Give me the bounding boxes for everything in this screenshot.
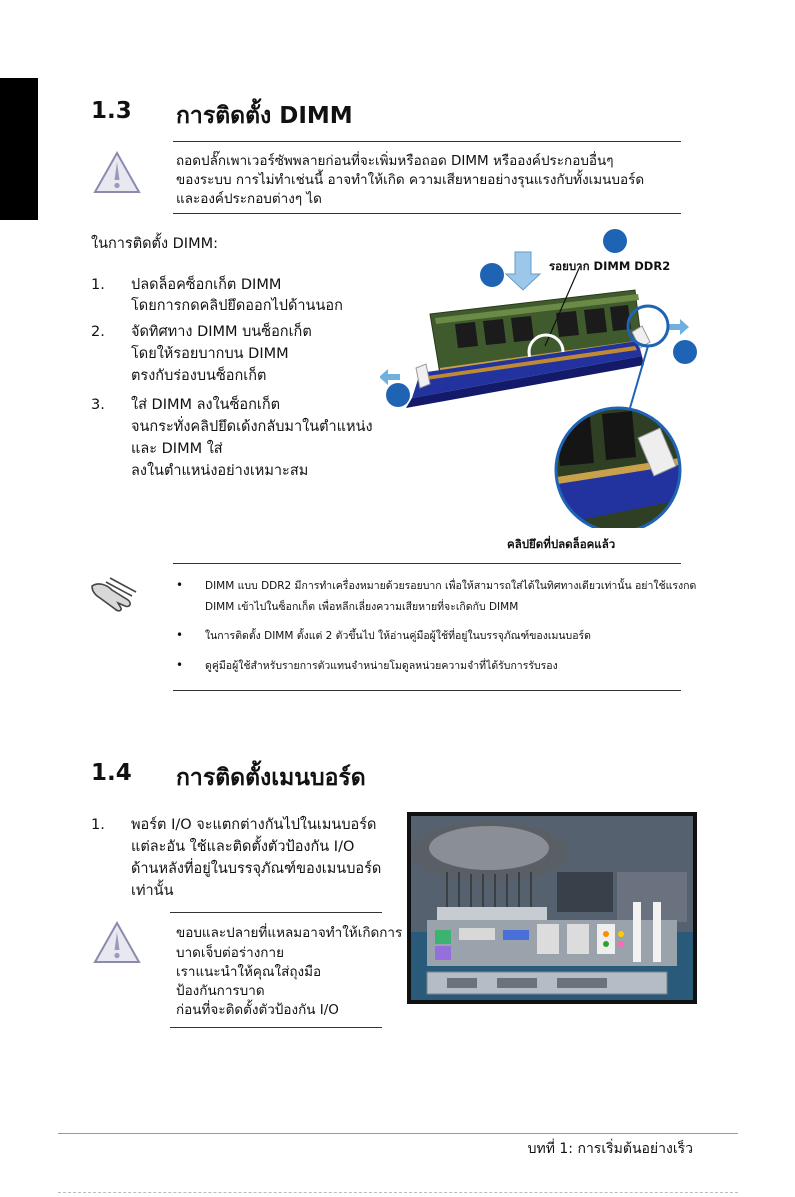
step-line: ปลดล็อคซ็อกเก็ต DIMM [131, 277, 282, 293]
step-line: ลงในตำแหน่งอย่างเหมาะสม [131, 463, 309, 479]
step-number: 1. [91, 817, 105, 833]
section-title: การติดตั้ง DIMM [176, 103, 353, 129]
caution-top-rule [170, 912, 382, 913]
step-line: โดยให้รอยบากบน DIMM [131, 346, 289, 362]
step-line: จนกระทั่งคลิปยึดเด้งกลับมาในตำแหน่ง [131, 419, 373, 435]
caution-line: ก่อนที่จะติดตั้งตัวป้องกัน I/O [176, 1002, 339, 1018]
caution-line: ของระบบ การไม่ทำเช่นนี้ อาจทำให้เกิด ความเสียหายอย่างรุนแรงกับทั้งเมนบอร์ด [176, 172, 645, 188]
step-line: ด้านหลังที่อยู่ในบรรจุภัณฑ์ของเมนบอร์ด [131, 861, 382, 877]
note-bottom-rule [173, 690, 681, 691]
bullet-dot: • [176, 658, 184, 672]
install-intro: ในการติดตั้ง DIMM: [91, 236, 218, 252]
note-hand-icon [88, 572, 140, 612]
step-number: 1. [91, 277, 105, 293]
step-line: และ DIMM ใส่ [131, 441, 223, 457]
note-line: DIMM เข้าไปในซ็อกเก็ต เพื่อหลีกเลี่ยงความเสียหายที่จะเกิดกับ DIMM [205, 601, 519, 613]
note-line: DIMM แบบ DDR2 มีการทำเครื่องหมายด้วยรอยบาก เพื่อให้สามารถใส่ได้ในทิศทางเดียวเท่านั้น อย่าใช้แรงกด [205, 580, 697, 592]
step-number: 2. [91, 324, 105, 340]
bullet-dot: • [176, 628, 184, 642]
motherboard-io-photo [407, 812, 697, 1004]
caution-line: และองค์ประกอบต่างๆ ได [176, 191, 322, 207]
section-title: การติดตั้งเมนบอร์ด [176, 765, 366, 791]
caution-line: เราแนะนำให้คุณใส่ถุงมือ [176, 964, 322, 980]
footer-chapter-text: บทที่ 1: การเริ่มต้นอย่างเร็ว [527, 1141, 693, 1157]
caution-top-rule [173, 141, 681, 142]
step-marker-circle [386, 383, 410, 407]
step-line: แต่ละอัน ใช้และติดตั้งตัวป้องกัน I/O [131, 839, 355, 855]
caution-line: ป้องกันการบาด [176, 983, 265, 999]
note-line: ดูคู่มือผู้ใช้สำหรับรายการตัวแทนจำหน่ายโมดูลหน่วยความจำที่ได้รับการรับรอง [205, 660, 558, 672]
note-line: ในการติดตั้ง DIMM ตั้งแต่ 2 ตัวขึ้นไป ให้อ่านคู่มือผู้ใช้ที่อยู่ในบรรจุภัณฑ์ของเมนบอร์ด [205, 630, 591, 642]
step-line: ใส่ DIMM ลงในซ็อกเก็ต [131, 397, 281, 413]
dimm-notch-label: รอยบาก DIMM DDR2 [549, 259, 671, 273]
caution-bottom-rule [170, 1027, 382, 1028]
footer-rule [58, 1133, 738, 1134]
caution-bottom-rule [173, 213, 681, 214]
bullet-dot: • [176, 578, 184, 592]
page-bottom-edge [58, 1192, 738, 1193]
caution-line: บาดเจ็บต่อร่างกาย [176, 945, 284, 961]
step-line: พอร์ต I/O จะแตกต่างกันไปในเมนบอร์ด [131, 817, 377, 833]
step-marker-circle [603, 229, 627, 253]
caution-line: ถอดปลั๊กเพาเวอร์ซัพพลายก่อนที่จะเพิ่มหรือถอด DIMM หรือองค์ประกอบอื่นๆ [176, 153, 614, 169]
step-line: จัดทิศทาง DIMM บนซ็อกเก็ต [131, 324, 312, 340]
step-marker-circle [480, 263, 504, 287]
caution-line: ขอบและปลายที่แหลมอาจทำให้เกิดการ [176, 925, 403, 941]
caution-icon [92, 920, 142, 966]
step-marker-circle [673, 340, 697, 364]
section-number: 1.3 [91, 98, 132, 124]
step-line: เท่านั้น [131, 883, 174, 899]
chapter-side-tab [0, 78, 38, 220]
step-number: 3. [91, 397, 105, 413]
step-line: โดยการกดคลิปยึดออกไปด้านนอก [131, 298, 343, 314]
caution-icon [92, 150, 142, 196]
step-line: ตรงกับร่องบนซ็อกเก็ต [131, 368, 267, 384]
unlocked-clip-label: คลิปยึดที่ปลดล็อคแล้ว [507, 537, 616, 551]
note-top-rule [173, 563, 681, 564]
section-number: 1.4 [91, 760, 132, 786]
